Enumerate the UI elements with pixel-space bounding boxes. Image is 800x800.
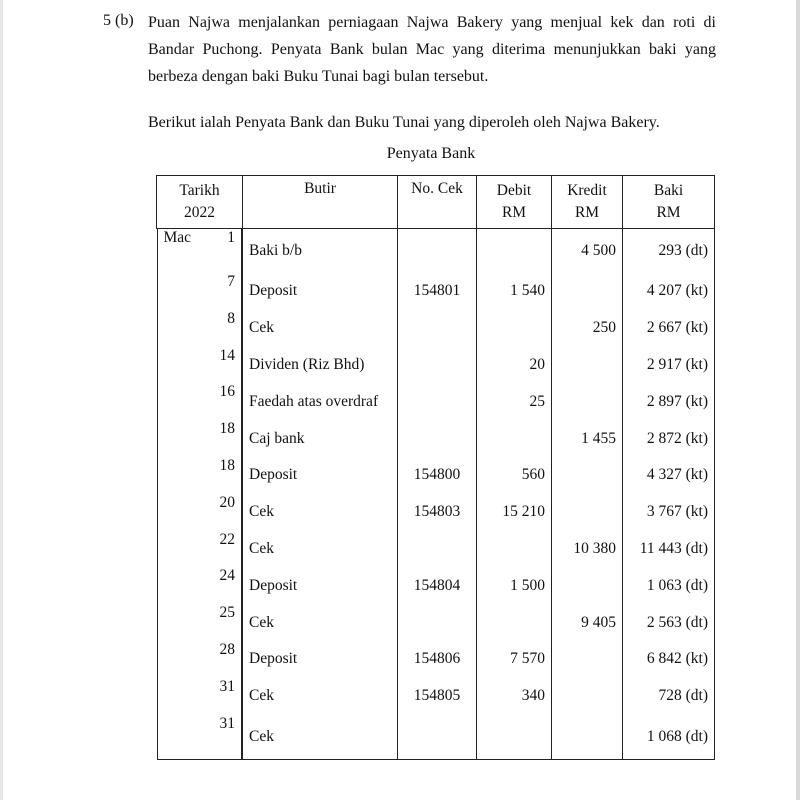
header-baki xyxy=(623,176,715,229)
cell-butir: Cek xyxy=(243,715,398,760)
header-debit-unit: RM xyxy=(501,204,527,221)
cell-kredit xyxy=(552,383,623,420)
question-paragraph-2: Berikut ialah Penyata Bank dan Buku Tunai yang diperoleh oleh Najwa Bakery. xyxy=(148,114,660,131)
table-row xyxy=(157,641,715,678)
cell-debit xyxy=(477,229,552,274)
cell-kredit: 10 380 xyxy=(552,531,623,568)
cell-day: 31 xyxy=(219,714,235,732)
cell-day: 28 xyxy=(219,640,235,658)
cell-debit xyxy=(477,604,552,641)
cell-kredit xyxy=(552,457,623,494)
header-no-cek xyxy=(398,176,477,229)
cell-tarikh xyxy=(157,531,243,568)
cell-butir: Faedah atas overdraf xyxy=(243,383,398,420)
table-header-row xyxy=(157,176,715,229)
cell-kredit: 4 500 xyxy=(552,229,623,274)
table-row xyxy=(157,420,715,457)
cell-no-cek: 154806 xyxy=(398,641,477,678)
cell-kredit xyxy=(552,641,623,678)
header-tarikh-year: 2022 xyxy=(184,204,215,221)
cell-kredit: 250 xyxy=(552,310,623,347)
cell-no-cek: 154803 xyxy=(398,494,477,531)
cell-baki: 2 667 (kt) xyxy=(623,310,715,347)
table-row xyxy=(157,604,715,641)
cell-baki: 2 563 (dt) xyxy=(623,604,715,641)
table-row xyxy=(157,715,715,760)
cell-baki: 728 (dt) xyxy=(623,678,715,715)
table-row xyxy=(157,531,715,568)
cell-day: 14 xyxy=(219,346,235,364)
cell-debit: 25 xyxy=(477,383,552,420)
table-row xyxy=(157,678,715,715)
cell-no-cek xyxy=(398,310,477,347)
cell-tarikh xyxy=(157,273,243,310)
cell-kredit xyxy=(552,273,623,310)
cell-kredit: 9 405 xyxy=(552,604,623,641)
header-baki-unit: RM xyxy=(656,204,681,221)
cell-tarikh xyxy=(157,641,243,678)
cell-butir: Cek xyxy=(243,604,398,641)
cell-kredit xyxy=(552,347,623,384)
cell-day: 8 xyxy=(227,309,235,327)
cell-debit: 560 xyxy=(477,457,552,494)
cell-butir: Baki b/b xyxy=(243,229,398,274)
cell-kredit xyxy=(552,678,623,715)
cell-debit xyxy=(477,531,552,568)
cell-no-cek xyxy=(398,420,477,457)
cell-day: 24 xyxy=(219,567,235,585)
cell-month: Mac xyxy=(163,229,192,246)
cell-day: 20 xyxy=(219,493,235,511)
cell-debit: 7 570 xyxy=(477,641,552,678)
cell-day: 31 xyxy=(219,677,235,695)
cell-baki: 2 917 (kt) xyxy=(623,347,715,384)
table-row xyxy=(157,567,715,604)
header-debit-label: Debit xyxy=(496,182,532,199)
table-row xyxy=(157,310,715,347)
cell-debit: 15 210 xyxy=(477,494,552,531)
cell-no-cek xyxy=(398,604,477,641)
cell-day: 18 xyxy=(219,456,235,474)
header-butir-label: Butir xyxy=(304,180,336,197)
cell-kredit xyxy=(552,494,623,531)
header-no-cek-label: No. Cek xyxy=(411,180,463,197)
cell-day: 18 xyxy=(219,420,235,438)
cell-tarikh xyxy=(157,420,243,457)
question-number: 5 (b) xyxy=(103,12,134,29)
cell-butir: Cek xyxy=(243,678,398,715)
header-tarikh xyxy=(157,176,243,229)
cell-butir: Cek xyxy=(243,310,398,347)
cell-baki: 11 443 (dt) xyxy=(623,531,715,568)
cell-baki: 2 897 (kt) xyxy=(623,383,715,420)
page-edge-left xyxy=(0,0,3,800)
cell-kredit: 1 455 xyxy=(552,420,623,457)
cell-tarikh xyxy=(157,494,243,531)
cell-baki: 4 327 (kt) xyxy=(623,457,715,494)
cell-butir: Deposit xyxy=(243,457,398,494)
cell-debit: 1 540 xyxy=(477,273,552,310)
cell-tarikh xyxy=(157,310,243,347)
cell-debit xyxy=(477,310,552,347)
header-debit xyxy=(477,176,552,229)
cell-debit xyxy=(477,715,552,760)
cell-tarikh xyxy=(157,347,243,384)
cell-kredit xyxy=(552,715,623,760)
cell-tarikh xyxy=(157,229,243,273)
cell-debit: 20 xyxy=(477,347,552,384)
cell-baki: 1 068 (dt) xyxy=(623,715,715,760)
cell-no-cek: 154800 xyxy=(398,457,477,494)
header-tarikh-label: Tarikh xyxy=(179,182,220,199)
table-row xyxy=(157,457,715,494)
cell-baki: 3 767 (kt) xyxy=(623,494,715,531)
cell-tarikh xyxy=(157,715,243,760)
cell-no-cek xyxy=(398,531,477,568)
cell-butir: Cek xyxy=(243,494,398,531)
cell-no-cek xyxy=(398,715,477,760)
cell-day: 16 xyxy=(219,383,235,401)
cell-day: 1 xyxy=(227,229,235,246)
table-row xyxy=(157,229,715,274)
cell-tarikh xyxy=(157,567,243,604)
cell-day: 7 xyxy=(227,273,235,290)
cell-butir: Dividen (Riz Bhd) xyxy=(243,347,398,384)
cell-butir: Cek xyxy=(243,531,398,568)
table-row xyxy=(157,347,715,384)
cell-tarikh xyxy=(157,457,243,494)
cell-butir: Deposit xyxy=(243,641,398,678)
page-edge-right xyxy=(796,0,800,800)
table-row xyxy=(157,273,715,310)
cell-debit: 1 500 xyxy=(477,567,552,604)
header-kredit-unit: RM xyxy=(574,204,600,221)
bank-statement-table xyxy=(156,175,715,760)
cell-no-cek: 154804 xyxy=(398,567,477,604)
cell-butir: Caj bank xyxy=(243,420,398,457)
cell-baki: 1 063 (dt) xyxy=(623,567,715,604)
cell-tarikh xyxy=(157,383,243,420)
cell-tarikh xyxy=(157,604,243,641)
cell-debit xyxy=(477,420,552,457)
table-row xyxy=(157,383,715,420)
cell-butir: Deposit xyxy=(243,567,398,604)
cell-kredit xyxy=(552,567,623,604)
cell-baki: 4 207 (kt) xyxy=(623,273,715,310)
question-paragraph-1: Puan Najwa menjalankan perniagaan Najwa Bakery yang menjual kek dan roti di Bandar Puchong. Penyata Bank bulan Mac yang diterima menunjukkan baki yang berbeza dengan baki Buku Tunai bagi bulan tersebut. xyxy=(148,14,716,85)
cell-baki: 293 (dt) xyxy=(623,229,715,274)
cell-butir: Deposit xyxy=(243,273,398,310)
cell-no-cek xyxy=(398,347,477,384)
table-row xyxy=(157,494,715,531)
cell-day: 25 xyxy=(219,604,235,622)
cell-day: 22 xyxy=(219,530,235,548)
header-kredit-label: Kredit xyxy=(567,182,607,199)
cell-baki: 2 872 (kt) xyxy=(623,420,715,457)
table-caption: Penyata Bank xyxy=(386,145,476,162)
cell-tarikh xyxy=(157,678,243,715)
cell-no-cek: 154801 xyxy=(398,273,477,310)
cell-baki: 6 842 (kt) xyxy=(623,641,715,678)
header-kredit xyxy=(552,176,623,229)
header-baki-label: Baki xyxy=(653,182,684,199)
cell-no-cek: 154805 xyxy=(398,678,477,715)
cell-debit: 340 xyxy=(477,678,552,715)
cell-no-cek xyxy=(398,383,477,420)
cell-no-cek xyxy=(398,229,477,274)
header-butir xyxy=(243,176,398,229)
